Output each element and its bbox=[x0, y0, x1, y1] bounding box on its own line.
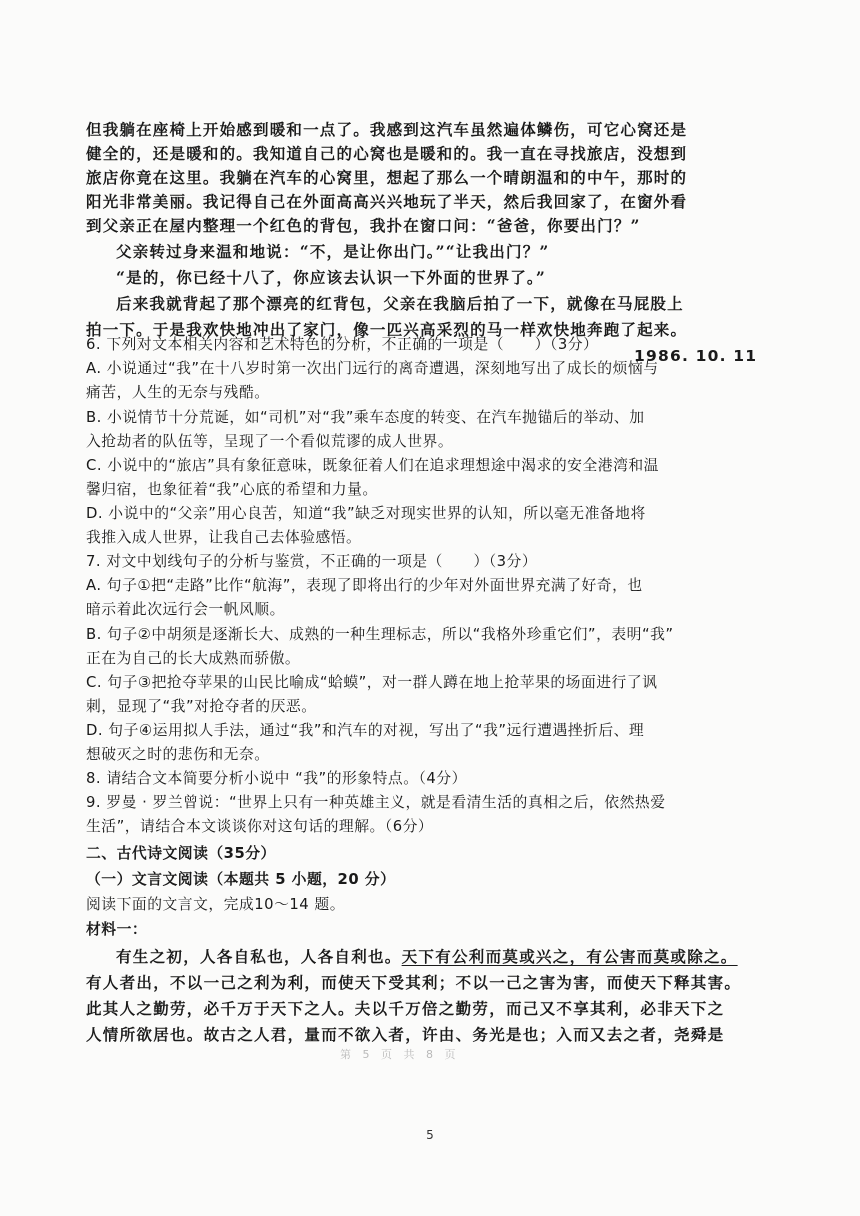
classical-line: 人情所欲居也。故古之人君，量而不欲入者，许由、务光是也；入而又去之者，尧舜是 bbox=[86, 1025, 725, 1044]
q6-option-b: B. 小说情节十分荒诞，如“司机”对“我”乘车态度的转变、在汽车抛锚后的举动、加 bbox=[86, 409, 645, 426]
q6-option-d: D. 小说中的“父亲”用心良苦，知道“我”缺乏对现实世界的认知，所以毫无准备地将 bbox=[86, 505, 646, 522]
underlined-sentence: 天下有公利而莫或兴之，有公害而莫或除之。 bbox=[401, 947, 738, 966]
question-9: 9. 罗曼 · 罗兰曾说：“世界上只有一种英雄主义，就是看清生活的真相之后，依然热爱 bbox=[86, 794, 666, 811]
q6-option-a: A. 小说通过“我”在十八岁时第一次出门远行的离奇遭遇，深刻地写出了成长的烦恼与 bbox=[86, 360, 659, 377]
story-line: “是的，你已经十八了，你应该去认识一下外面的世界了。” bbox=[116, 268, 546, 287]
q7-option-a: A. 句子①把“走路”比作“航海”，表现了即将出行的少年对外面世界充满了好奇，也 bbox=[86, 577, 643, 594]
story-line: 到父亲正在屋内整理一个红色的背包，我扑在窗口问：“爸爸，你要出门？” bbox=[86, 216, 641, 235]
q6-option-c-cont: 馨归宿，也象征着“我”心底的希望和力量。 bbox=[86, 481, 378, 498]
q7-option-d-cont: 想破灭之时的悲伤和无奈。 bbox=[86, 746, 270, 763]
q6-option-d-cont: 我推入成人世界，让我自己去体验感悟。 bbox=[86, 529, 362, 546]
story-line: 旅店你竟在这里。我躺在汽车的心窝里，想起了那么一个晴朗温和的中午，那时的 bbox=[86, 168, 688, 187]
q6-option-c: C. 小说中的“旅店”具有象征意味，既象征着人们在追求理想途中渴求的安全港湾和温 bbox=[86, 457, 659, 474]
q6-option-b-cont: 入抢劫者的队伍等，呈现了一个看似荒谬的成人世界。 bbox=[86, 433, 454, 450]
story-line: 后来我就背起了那个漂亮的红背包，父亲在我脑后拍了一下，就像在马屁股上 bbox=[116, 294, 684, 313]
reading-instruction: 阅读下面的文言文，完成10～14 题。 bbox=[86, 896, 346, 913]
story-line: 健全的，还是暖和的。我知道自己的心窝也是暖和的。我一直在寻找旅店，没想到 bbox=[86, 144, 688, 163]
q7-option-c: C. 句子③把抢夺苹果的山民比喻成“蛤蟆”，对一群人蹲在地上抢苹果的场面进行了讽 bbox=[86, 674, 658, 691]
question-8: 8. 请结合文本简要分析小说中 “我”的形象特点。（4分） bbox=[86, 770, 467, 787]
q7-option-b-cont: 正在为自己的长大成熟而骄傲。 bbox=[86, 650, 301, 667]
q6-option-a-cont: 痛苦，人生的无奈与残酷。 bbox=[86, 384, 270, 401]
story-line: 阳光非常美丽。我记得自己在外面高高兴兴地玩了半天，然后我回家了，在窗外看 bbox=[86, 192, 688, 211]
story-line: 父亲转过身来温和地说：“不，是让你出门。”“让我出门？” bbox=[116, 242, 550, 261]
q7-option-c-cont: 刺，显现了“我”对抢夺者的厌恶。 bbox=[86, 698, 317, 715]
question-9-cont: 生活”，请结合本文谈谈你对这句话的理解。（6分） bbox=[86, 818, 434, 835]
section-heading: 二、古代诗文阅读（35分） bbox=[86, 845, 276, 862]
classical-line bbox=[116, 945, 816, 969]
question-6-stem: 6. 下列对文本相关内容和艺术特色的分析，不正确的一项是（ ）（3分） bbox=[86, 336, 599, 353]
classical-line: 有人者出，不以一己之利为利，而使天下受其利；不以一己之害为害，而使天下释其害。 bbox=[86, 973, 742, 992]
question-7-stem: 7. 对文中划线句子的分析与鉴赏，不正确的一项是（ ）（3分） bbox=[86, 553, 538, 570]
page-number: 5 bbox=[426, 1128, 434, 1142]
subsection-heading: （一）文言文阅读（本题共 5 小题，20 分） bbox=[86, 871, 396, 888]
material-label: 材料一： bbox=[86, 921, 148, 938]
story-date: 1986. 10. 11 bbox=[634, 347, 758, 365]
story-line: 但我躺在座椅上开始感到暖和一点了。我感到这汽车虽然遍体鳞伤，可它心窝还是 bbox=[86, 120, 688, 139]
faint-page-footer: 第 5 页 共 8 页 bbox=[340, 1048, 460, 1061]
story-line: 拍一下。于是我欢快地冲出了家门，像一匹兴高采烈的马一样欢快地奔跑了起来。 bbox=[86, 320, 688, 339]
q7-option-d: D. 句子④运用拟人手法，通过“我”和汽车的对视，写出了“我”远行遭遇挫折后、理 bbox=[86, 722, 645, 739]
q7-option-a-cont: 暗示着此次远行会一帆风顺。 bbox=[86, 601, 285, 618]
classical-text-plain: 有生之初，人各自私也，人各自利也。 bbox=[116, 947, 402, 966]
q7-option-b: B. 句子②中胡须是逐渐长大、成熟的一种生理标志，所以“我格外珍重它们”，表明“我” bbox=[86, 626, 674, 643]
classical-line: 此其人之勤劳，必千万于天下之人。夫以千万倍之勤劳，而己又不享其利，必非天下之 bbox=[86, 999, 725, 1018]
